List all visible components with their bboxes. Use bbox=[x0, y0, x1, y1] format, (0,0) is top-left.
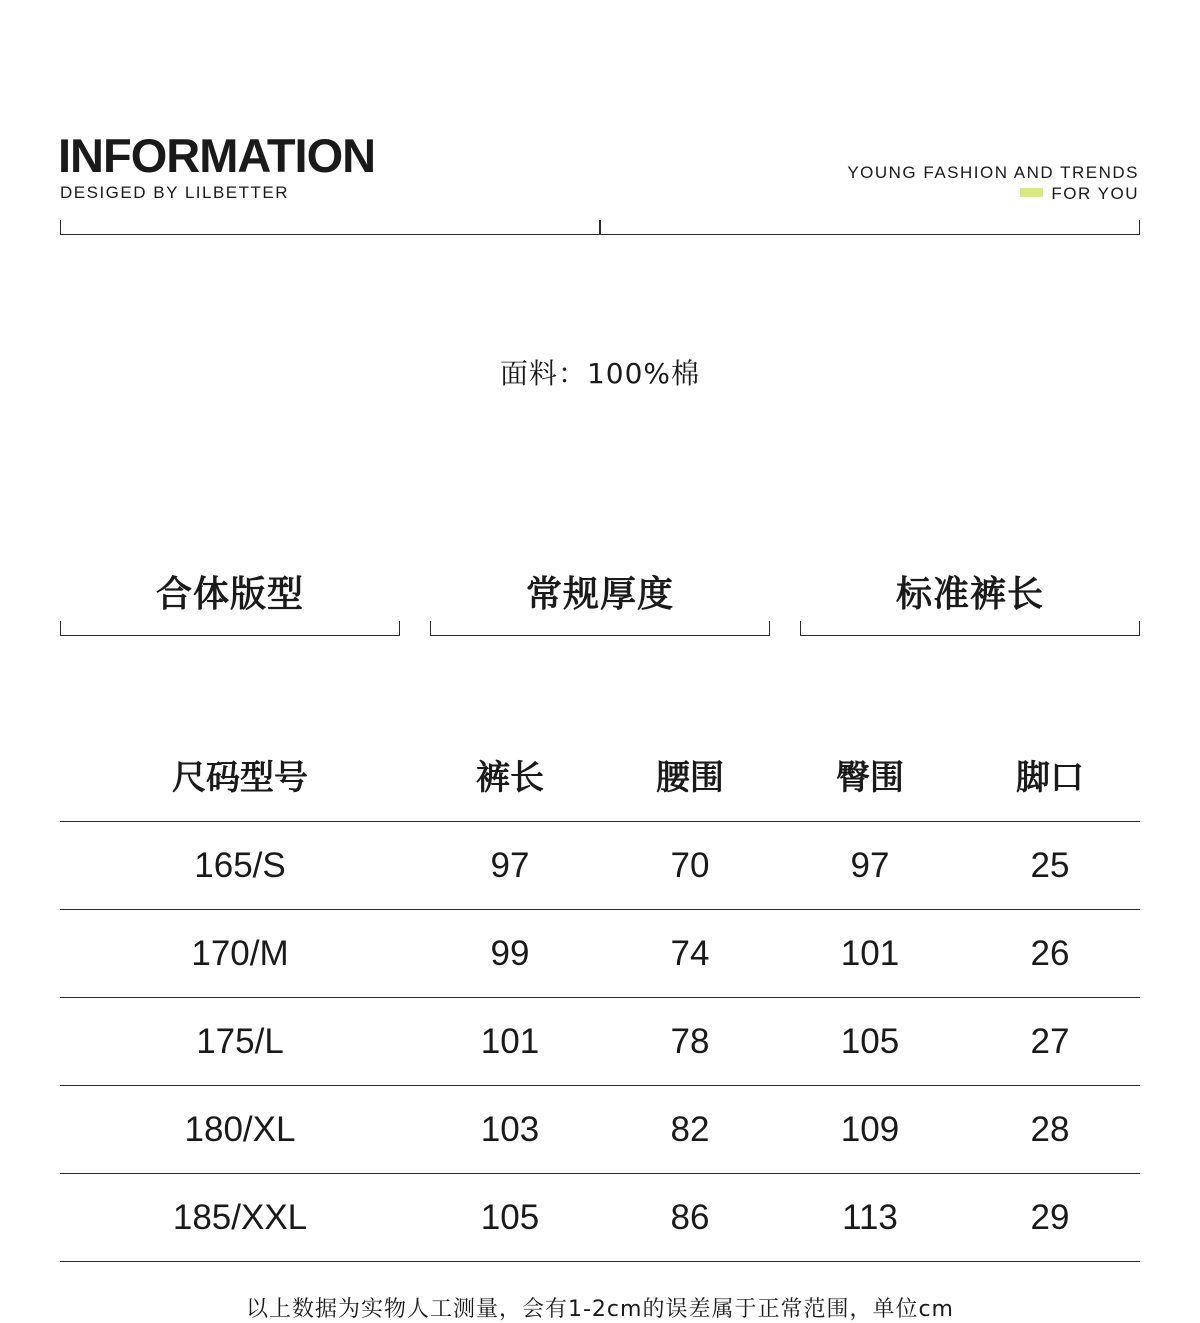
header-leg-opening: 脚口 bbox=[960, 728, 1140, 822]
tagline-line-2 bbox=[847, 183, 1139, 204]
cell-size: 170/M bbox=[60, 910, 420, 998]
cell-size: 180/XL bbox=[60, 1086, 420, 1174]
tagline-line-2-text: FOR YOU bbox=[1051, 184, 1139, 203]
cell-pants-length: 103 bbox=[420, 1086, 600, 1174]
tagline bbox=[847, 162, 1139, 204]
feature-fit: 合体版型 bbox=[155, 574, 304, 615]
header-size: 尺码型号 bbox=[60, 728, 420, 822]
cell-leg-opening: 27 bbox=[960, 998, 1140, 1086]
header-waist: 腰围 bbox=[600, 728, 780, 822]
feature-length: 标准裤长 bbox=[895, 574, 1044, 615]
cell-waist: 82 bbox=[600, 1086, 780, 1174]
cell-hip: 97 bbox=[780, 822, 960, 910]
header-pants-length: 裤长 bbox=[420, 728, 600, 822]
table-row bbox=[60, 910, 1140, 998]
page-title: INFORMATION bbox=[58, 129, 376, 182]
feature-thickness: 常规厚度 bbox=[525, 574, 674, 615]
cell-waist: 86 bbox=[600, 1174, 780, 1262]
cell-size: 185/XXL bbox=[60, 1174, 420, 1262]
cell-leg-opening: 29 bbox=[960, 1174, 1140, 1262]
cell-waist: 78 bbox=[600, 998, 780, 1086]
cell-waist: 70 bbox=[600, 822, 780, 910]
accent-bar bbox=[1020, 188, 1043, 197]
header-divider-mid-tick bbox=[599, 220, 601, 234]
cell-pants-length: 97 bbox=[420, 822, 600, 910]
header-hip: 臀围 bbox=[780, 728, 960, 822]
cell-hip: 109 bbox=[780, 1086, 960, 1174]
fabric-composition: 面料：100%棉 bbox=[499, 357, 701, 390]
measurement-note: 以上数据为实物人工测量，会有1-2cm的误差属于正常范围，单位cm bbox=[246, 1297, 954, 1322]
table-row bbox=[60, 1086, 1140, 1174]
tagline-line-1: YOUNG FASHION AND TRENDS bbox=[847, 163, 1139, 182]
cell-pants-length: 101 bbox=[420, 998, 600, 1086]
cell-leg-opening: 26 bbox=[960, 910, 1140, 998]
cell-size: 165/S bbox=[60, 822, 420, 910]
table-row bbox=[60, 1174, 1140, 1262]
cell-hip: 101 bbox=[780, 910, 960, 998]
feature-fit-bracket bbox=[60, 621, 400, 636]
size-table bbox=[60, 728, 1140, 1262]
feature-length-bracket bbox=[800, 621, 1140, 636]
cell-hip: 113 bbox=[780, 1174, 960, 1262]
size-table-header-row bbox=[60, 728, 1140, 822]
cell-pants-length: 99 bbox=[420, 910, 600, 998]
table-row bbox=[60, 822, 1140, 910]
cell-waist: 74 bbox=[600, 910, 780, 998]
designer-credit: DESIGED BY LILBETTER bbox=[60, 183, 290, 202]
cell-pants-length: 105 bbox=[420, 1174, 600, 1262]
cell-hip: 105 bbox=[780, 998, 960, 1086]
feature-thickness-bracket bbox=[430, 621, 770, 636]
cell-size: 175/L bbox=[60, 998, 420, 1086]
table-row bbox=[60, 998, 1140, 1086]
cell-leg-opening: 28 bbox=[960, 1086, 1140, 1174]
cell-leg-opening: 25 bbox=[960, 822, 1140, 910]
